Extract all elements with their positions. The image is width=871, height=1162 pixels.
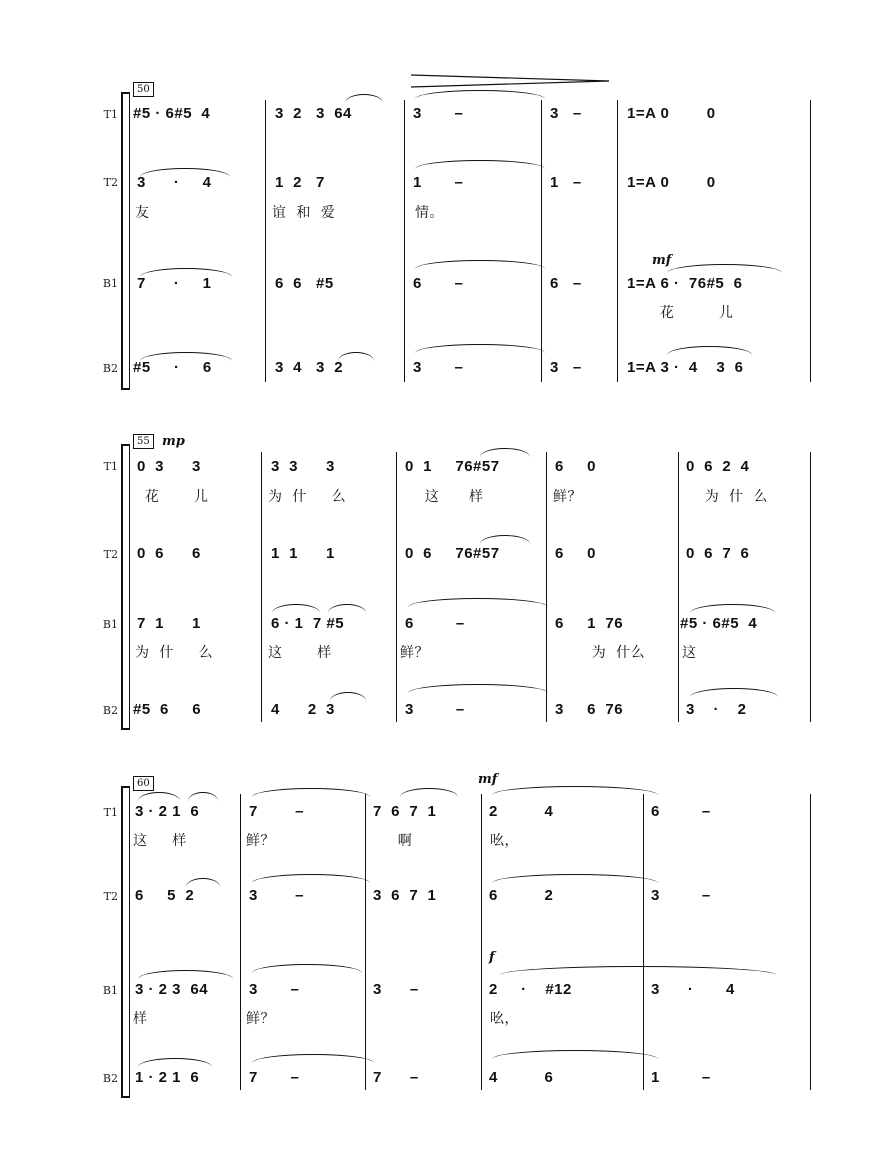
note-group: 3 – [550,105,582,122]
lyric: 花 儿 [135,489,209,505]
slur [690,604,775,613]
note-group: 3 · 4 [137,174,212,191]
voice-label: B1 [102,984,118,997]
note-group: 6 – [405,615,465,632]
slur [330,692,366,701]
system-line [129,94,130,388]
note-group: 6 0 [555,545,597,562]
barline [365,794,366,1090]
note-group: 1 1 1 [271,545,335,562]
slur [415,260,545,269]
note-group: 3 2 3 64 [275,105,352,122]
note-group: 1 – [651,1069,711,1086]
voice-label: T1 [103,806,118,819]
note-group: 0 3 3 [137,458,201,475]
barline [261,452,262,722]
slur [690,688,778,697]
lyric: 友 [135,205,150,221]
note-group: #5 · 6 [133,359,212,376]
slur [480,448,530,457]
note-group: 7 1 1 [137,615,201,632]
dynamic-mark: mf [652,253,672,268]
slur [272,604,320,613]
note-group: 6 1 76 [555,615,624,632]
slur [138,1058,212,1067]
note-group: 3 6 7 1 [373,887,437,904]
note-group: 3 – [651,887,711,904]
lyric: 花 儿 [650,305,734,321]
note-group: 1 2 7 [275,174,325,191]
voice-label: B1 [102,618,118,631]
slur [252,1054,374,1063]
slur [188,792,218,801]
voice-label: B1 [102,277,118,290]
slur [492,786,658,795]
note-group: #5 · 6#5 4 [680,615,758,632]
note-group: 4 2 3 [271,701,335,718]
slur [667,264,782,273]
barline [678,452,679,722]
slur [492,874,658,883]
note-group: 3 – [413,105,464,122]
barline [240,794,241,1090]
slur [415,344,545,353]
measure-number: 50 [133,82,154,97]
slur [328,604,366,613]
barline [396,452,397,722]
note-group: 7 · 1 [137,275,212,292]
slur [140,352,232,361]
barline [265,100,266,382]
note-group: 3 · 2 [686,701,747,718]
measure-number: 60 [133,776,154,791]
system-brace [121,94,132,388]
slur [408,598,548,607]
note-group: 1 · 2 1 6 [135,1069,200,1086]
note-group: 0 6 6 [137,545,201,562]
barline [810,794,811,1090]
slur [480,535,530,544]
measure-number: 55 [133,434,154,449]
system-line [129,446,130,728]
note-group: 3 – [413,359,464,376]
lyric: 这 [682,645,697,661]
lyric: 为 什 么 [680,489,769,505]
slur [415,90,545,99]
note-group: 3 3 3 [271,458,335,475]
slur [140,168,230,177]
voice-label: T2 [103,176,118,189]
note-group: 0 1 76#57 [405,458,500,475]
lyric: 吆， [490,1011,519,1027]
note-group: 6 – [550,275,582,292]
slur [138,970,233,979]
lyric: 这 样 [268,645,332,661]
note-group: 6 · 1 7 #5 [271,615,345,632]
barline [643,794,644,1090]
note-group: 3 · 2 3 64 [135,981,209,998]
note-group: #5 · 6#5 4 [133,105,211,122]
lyric: 样 [133,1011,148,1027]
slur [667,346,752,355]
dynamic-mark: mp [162,434,185,449]
slur [492,1050,658,1059]
note-group: 3 · 4 [651,981,735,998]
voice-label: T2 [103,890,118,903]
system-brace [121,788,132,1096]
note-group: 2 4 [489,803,554,820]
slur [252,788,370,797]
slur [252,964,362,973]
note-group: 3 – [249,887,305,904]
lyric: 这 样 [133,833,187,849]
note-group: 7 6 7 1 [373,803,437,820]
lyric: 啊 [368,833,413,849]
note-group: 0 6 76#57 [405,545,500,562]
note-group: 0 6 7 6 [686,545,750,562]
system-2 [0,432,871,732]
barline [541,100,542,382]
lyric: 吆， [490,833,519,849]
note-group: 1=A 0 0 [627,105,716,122]
slur [500,966,776,975]
system-3 [0,774,871,1104]
note-group: 1 – [550,174,582,191]
note-group: 3 6 76 [555,701,624,718]
note-group: 7 – [249,803,305,820]
slur [140,268,232,277]
note-group: 3 4 3 2 [275,359,344,376]
lyric: 这 样 [400,489,484,505]
slur [186,878,220,887]
note-group: 4 6 [489,1069,554,1086]
slur [338,352,374,361]
system-brace [121,446,132,728]
dynamic-mark: f [489,950,495,965]
lyric: 情。 [415,205,444,221]
voice-label: T1 [103,460,118,473]
voice-label: B2 [102,1072,118,1085]
dynamic-mark: mf [478,772,498,787]
note-group: 7 – [373,1069,419,1086]
barline [546,452,547,722]
note-group: 6 5 2 [135,887,195,904]
voice-label: B2 [102,704,118,717]
barline [810,100,811,382]
lyric: 为 什 么 [135,645,214,661]
slur [252,874,370,883]
note-group: #5 6 6 [133,701,202,718]
note-group: 6 0 [555,458,597,475]
lyric: 鲜？ [246,833,275,849]
note-group: 1=A 0 0 [627,174,716,191]
lyric: 鲜？ [246,1011,275,1027]
lyric: 鲜？ [400,645,429,661]
note-group: 1 – [413,174,464,191]
slur [408,684,548,693]
lyric: 为 什么 [562,645,646,661]
note-group: 3 – [550,359,582,376]
lyric: 鲜？ [553,489,582,505]
voice-label: T1 [103,108,118,121]
note-group: 6 6 #5 [275,275,334,292]
note-group: 7 – [249,1069,300,1086]
note-group: 3 – [405,701,465,718]
lyric: 为 什 么 [268,489,347,505]
system-line [129,788,130,1096]
slur [400,788,458,797]
barline [481,794,482,1090]
slur [345,94,383,103]
note-group: 3 – [249,981,300,998]
note-group: 6 – [651,803,711,820]
barline [404,100,405,382]
note-group: 6 2 [489,887,554,904]
note-group: 2 · #12 [489,981,572,998]
note-group: 1=A 6 · 76#5 6 [627,275,743,292]
slur [138,792,180,801]
voice-label: T2 [103,548,118,561]
note-group: 0 6 2 4 [686,458,750,475]
barline [810,452,811,722]
note-group: 6 – [413,275,464,292]
lyric: 谊 和 爱 [272,205,336,221]
note-group: 3 – [373,981,419,998]
note-group: 3 · 2 1 6 [135,803,200,820]
system-1 [0,80,871,390]
note-group: 1=A 3 · 4 3 6 [627,359,744,376]
barline [617,100,618,382]
voice-label: B2 [102,362,118,375]
slur [415,160,545,169]
